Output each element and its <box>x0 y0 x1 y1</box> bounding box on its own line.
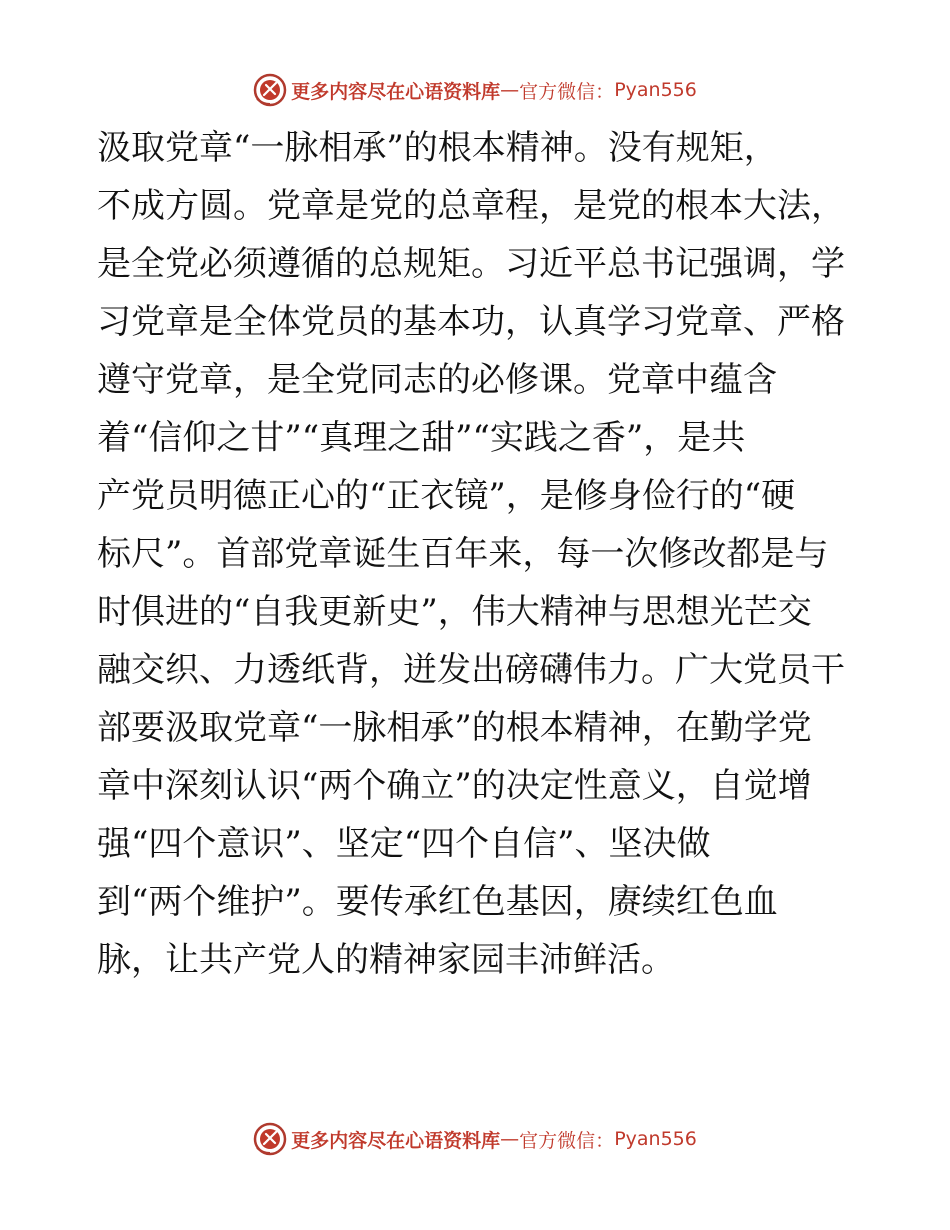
paragraph-line: 产党员明德正心的“正衣镜”，是修身俭行的“硬 <box>97 476 796 516</box>
red-seal-logo-icon <box>253 73 287 107</box>
paragraph-line: 时俱进的“自我更新史”，伟大精神与思想光芒交 <box>97 592 812 632</box>
watermark-wechat-id: Pyan556 <box>614 1128 697 1150</box>
paragraph-line: 是全党必须遵循的总规矩。习近平总书记强调，学 <box>97 244 845 284</box>
watermark-wechat-label: 官方微信： <box>519 80 615 103</box>
paragraph-line: 不成方圆。党章是党的总章程，是党的根本大法， <box>97 186 845 226</box>
watermark-wechat-id: Pyan556 <box>614 79 697 101</box>
footer-watermark <box>0 1121 950 1157</box>
paragraph-line: 强“四个意识”、坚定“四个自信”、坚决做 <box>97 824 711 864</box>
paragraph-line: 融交织、力透纸背，迸发出磅礴伟力。广大党员干 <box>97 650 845 690</box>
paragraph-line: 汲取党章“一脉相承”的根本精神。没有规矩， <box>97 128 778 168</box>
paragraph-line: 部要汲取党章“一脉相承”的根本精神，在勤学党 <box>97 708 812 748</box>
paragraph-line: 脉，让共产党人的精神家园丰沛鲜活。 <box>97 940 675 980</box>
paragraph-line: 章中深刻认识“两个确立”的决定性意义，自觉增 <box>97 766 812 806</box>
header-watermark <box>0 72 950 108</box>
red-seal-logo-icon <box>253 1122 287 1156</box>
paragraph-line: 习党章是全体党员的基本功，认真学习党章、严格 <box>97 302 845 342</box>
watermark-brand-text: 更多内容尽在心语资料库 <box>291 1129 501 1152</box>
watermark-separator: — <box>500 79 520 101</box>
watermark-brand-text: 更多内容尽在心语资料库 <box>291 80 501 103</box>
paragraph-line: 着“信仰之甘”“真理之甜”“实践之香”，是共 <box>97 418 746 458</box>
paragraph-line: 到“两个维护”。要传承红色基因，赓续红色血 <box>97 882 778 922</box>
watermark-wechat-label: 官方微信： <box>519 1129 615 1152</box>
paragraph-line: 标尺”。首部党章诞生百年来，每一次修改都是与 <box>97 534 829 574</box>
paragraph-line: 遵守党章，是全党同志的必修课。党章中蕴含 <box>97 360 777 400</box>
watermark-separator: — <box>500 1128 520 1150</box>
